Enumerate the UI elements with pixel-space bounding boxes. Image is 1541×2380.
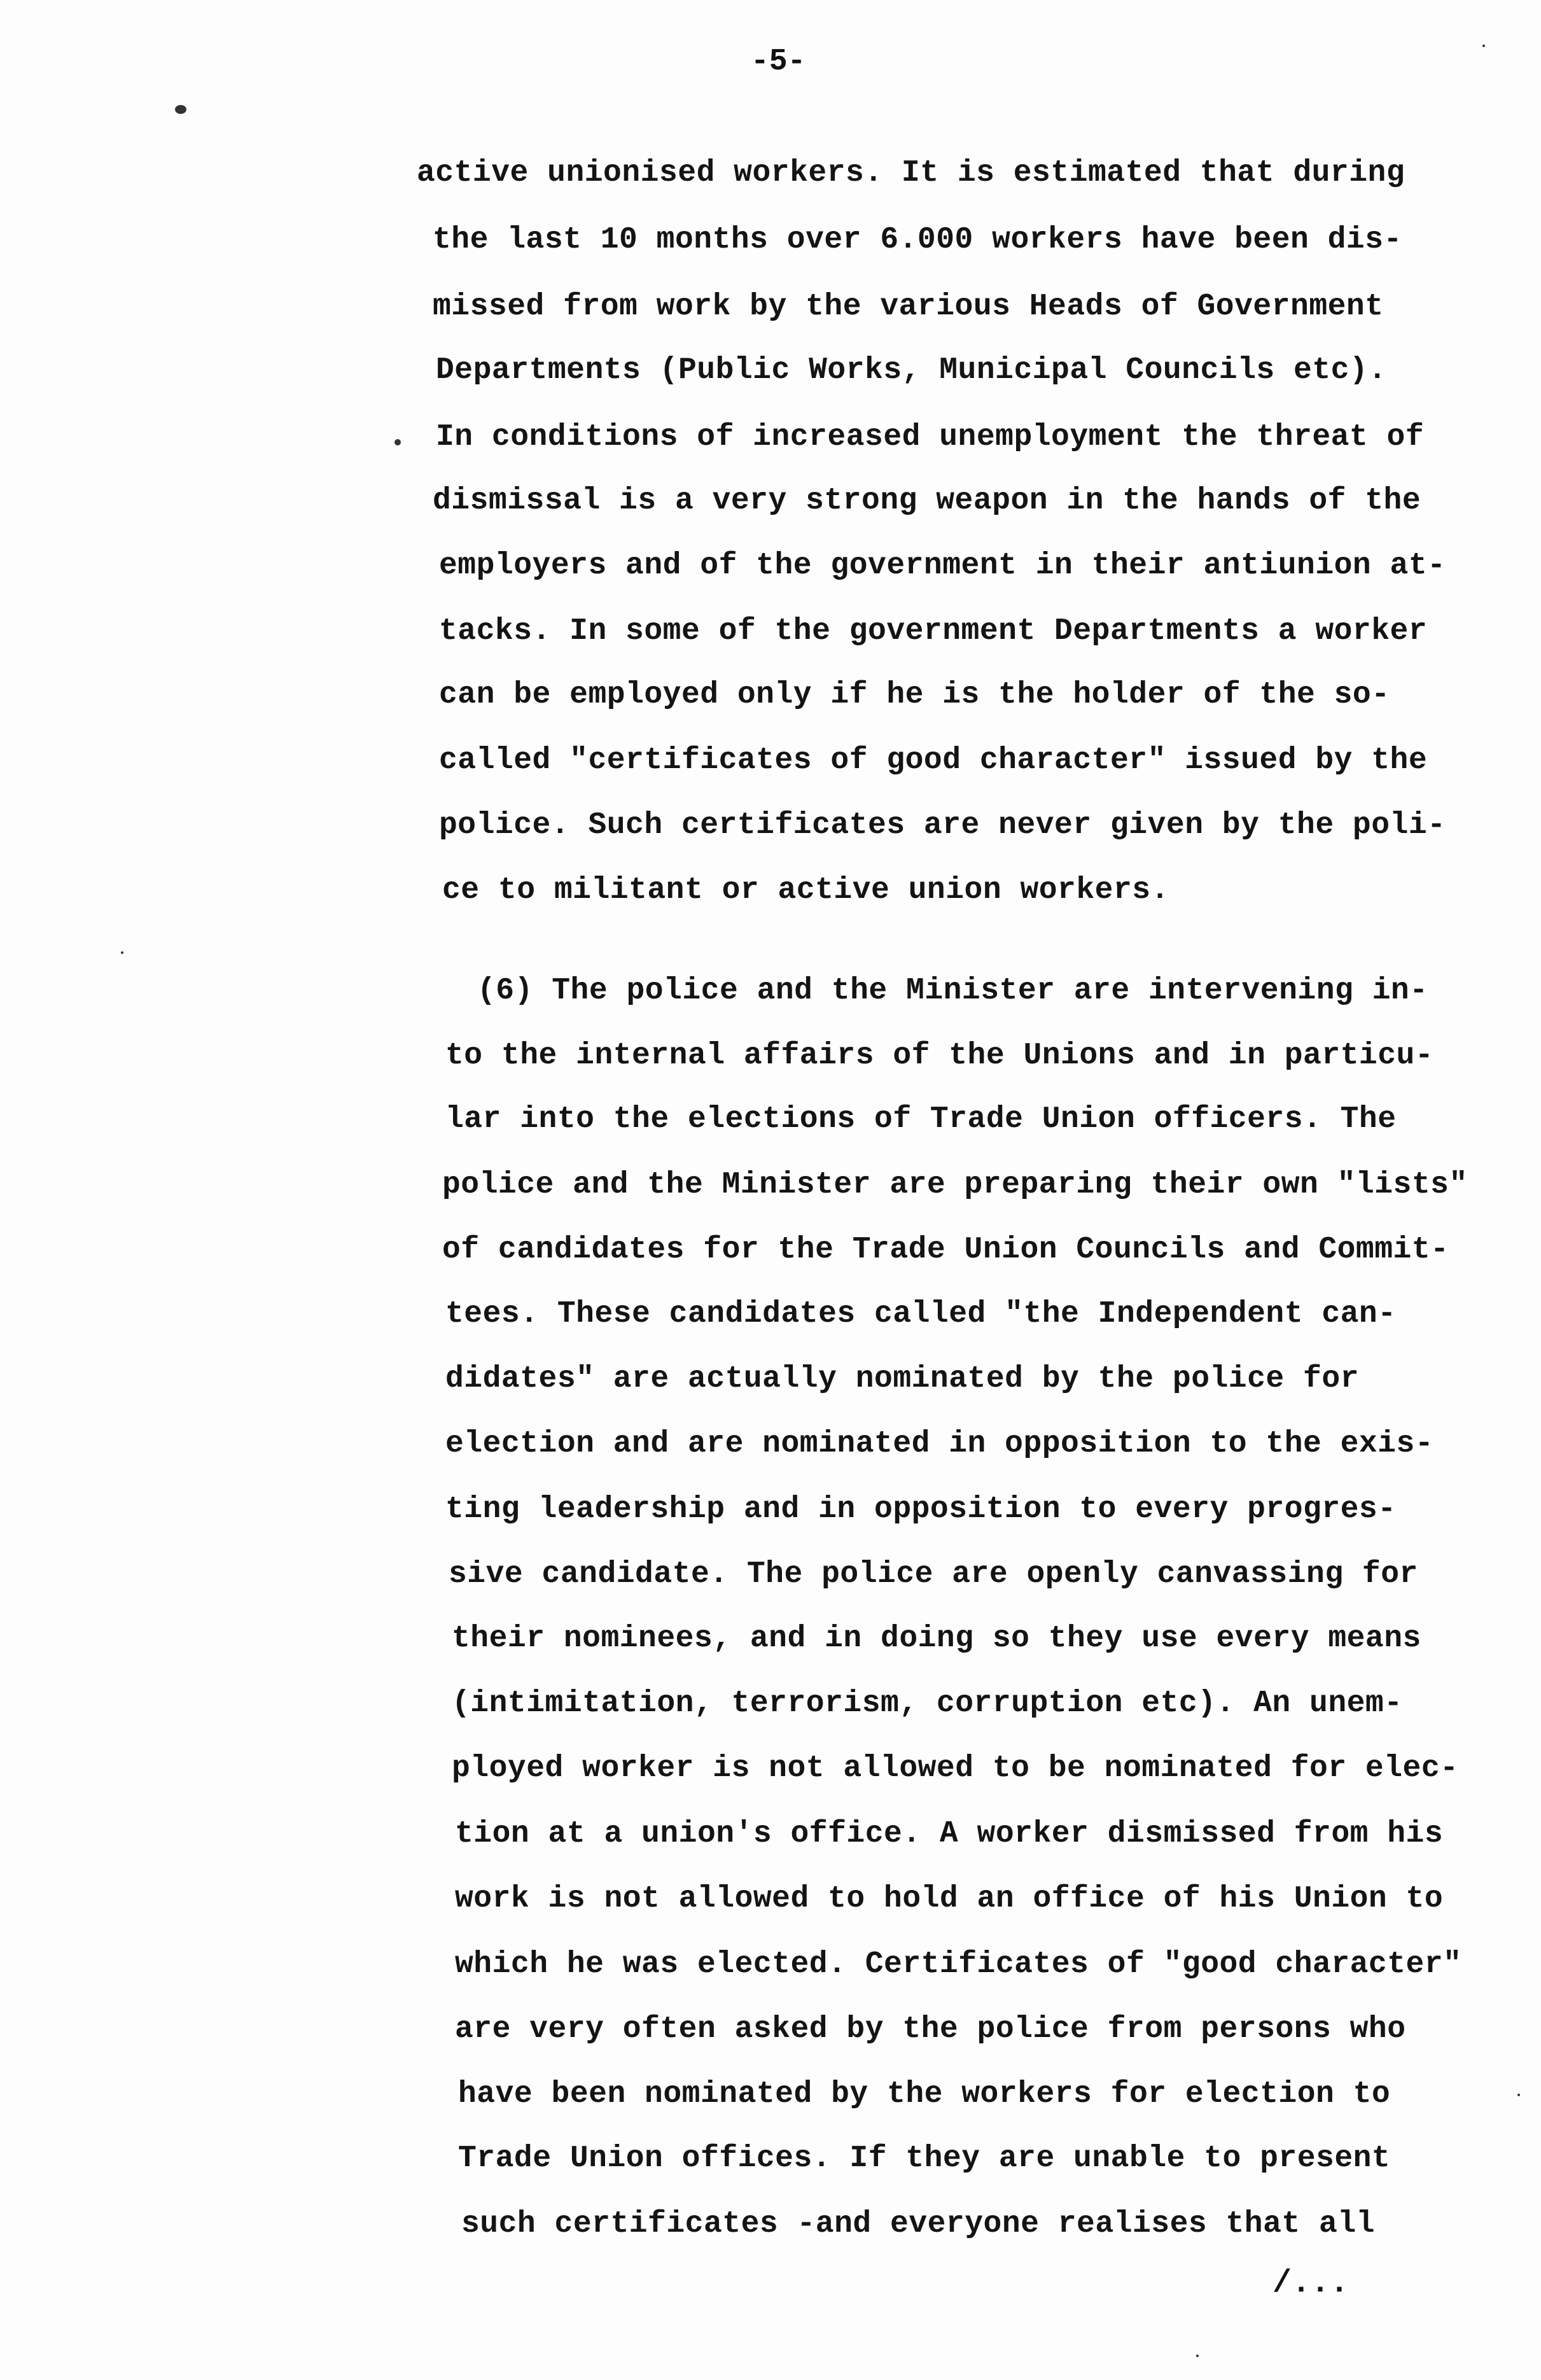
- text-line: tees. These candidates called "the Independent can-: [445, 1297, 1397, 1331]
- text-line: which he was elected. Certificates of "good character": [455, 1947, 1462, 1982]
- text-line: sive candidate. The police are openly canvassing for: [449, 1557, 1418, 1592]
- scan-speck: [1482, 45, 1485, 47]
- text-line: their nominees, and in doing so they use every means: [452, 1621, 1421, 1656]
- text-line: (6) The police and the Minister are intervening in-: [477, 974, 1428, 1008]
- text-line: employers and of the government in their antiunion at-: [439, 549, 1446, 583]
- text-line: missed from work by the various Heads of Government: [433, 290, 1384, 324]
- scan-speck: [175, 105, 186, 114]
- text-line: of candidates for the Trade Union Councils and Commit-: [442, 1233, 1449, 1267]
- text-line: are very often asked by the police from persons who: [455, 2012, 1406, 2047]
- text-line: ce to militant or active union workers.: [442, 873, 1169, 907]
- text-line: such certificates -and everyone realises that all: [461, 2207, 1375, 2241]
- text-line: have been nominated by the workers for election to: [458, 2077, 1391, 2111]
- text-line: active unionised workers. It is estimated that during: [417, 156, 1405, 190]
- text-line: ployed worker is not allowed to be nominated for elec-: [452, 1751, 1459, 1786]
- text-line: tion at a union's office. A worker dismissed from his: [455, 1817, 1444, 1851]
- text-line: In conditions of increased unemployment the threat of: [436, 420, 1425, 454]
- continuation-mark: /...: [1273, 2265, 1349, 2302]
- text-line: called "certificates of good character" issued by the: [439, 743, 1428, 778]
- text-line: to the internal affairs of the Unions and in particu-: [445, 1039, 1434, 1073]
- text-line: lar into the elections of Trade Union officers. The: [445, 1102, 1397, 1137]
- text-line: dismissal is a very strong weapon in the hands of the: [433, 484, 1421, 518]
- text-line: ting leadership and in opposition to every progres-: [445, 1492, 1397, 1527]
- text-line: tacks. In some of the government Departments a worker: [439, 614, 1428, 648]
- text-line: can be employed only if he is the holder of the so-: [439, 678, 1390, 712]
- text-line: Departments (Public Works, Municipal Councils etc).: [436, 353, 1387, 388]
- scan-speck: [1517, 2094, 1520, 2096]
- text-line: work is not allowed to hold an office of his Union to: [455, 1882, 1444, 1916]
- scan-speck: [394, 439, 401, 445]
- scan-speck: [121, 951, 123, 954]
- text-line: police. Such certificates are never given by the poli-: [439, 808, 1446, 843]
- text-line: Trade Union offices. If they are unable to present: [458, 2141, 1391, 2176]
- text-line: didates" are actually nominated by the police for: [445, 1362, 1359, 1396]
- text-line: the last 10 months over 6.000 workers have been dis-: [433, 223, 1402, 257]
- page-number: -5-: [751, 45, 806, 79]
- text-line: election and are nominated in opposition to the exis-: [445, 1427, 1434, 1461]
- text-line: (intimitation, terrorism, corruption etc). An unem-: [452, 1686, 1403, 1721]
- text-line: police and the Minister are preparing their own "lists": [442, 1168, 1468, 1202]
- scan-speck: [1196, 2355, 1199, 2357]
